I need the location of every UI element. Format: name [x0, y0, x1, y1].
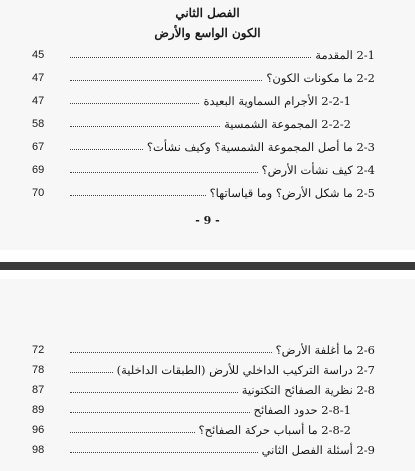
toc-entry-text: أسئلة الفصل الثاني	[261, 443, 353, 457]
toc-entry-title	[315, 48, 375, 62]
toc-entry-number: 2-4	[356, 163, 375, 177]
toc-page-lower	[0, 279, 415, 471]
toc-entry-page: 47	[32, 95, 45, 107]
toc-entry-page: 70	[32, 187, 45, 199]
toc-entry-text: حدود الصفائح	[253, 403, 318, 417]
toc-entry-text: المجموعة الشمسية	[224, 117, 318, 131]
toc-entry-page: 78	[32, 364, 45, 376]
toc-leader-dots	[70, 432, 195, 433]
toc-entry-number: 2-2	[356, 71, 375, 85]
toc-leader-dots	[70, 57, 311, 58]
toc-entry[interactable]	[0, 401, 415, 421]
toc-entry-page: 98	[32, 444, 45, 456]
toc-entry-text: الأجرام السماوية البعيدة	[203, 94, 318, 108]
toc-entry-title	[266, 71, 375, 85]
toc-leader-dots	[70, 372, 113, 373]
toc-entry-number: 2-2-1	[321, 94, 351, 108]
toc-entry-text: نظرية الصفائح التكتونية	[241, 383, 353, 397]
toc-leader-dots	[70, 195, 206, 196]
toc-entry-page: 96	[32, 424, 45, 436]
toc-entry[interactable]	[0, 341, 415, 361]
toc-entry-page: 87	[32, 384, 45, 396]
toc-entry-title	[224, 117, 351, 131]
toc-entry-text: ما شكل الأرض؟ وما قياساتها؟	[209, 186, 353, 200]
toc-entry-number: 2-3	[356, 140, 375, 154]
toc-entry-number: 2-8-1	[321, 403, 351, 417]
toc-entry-title	[242, 383, 375, 397]
toc-entry-title	[147, 140, 375, 154]
toc-entry[interactable]	[0, 69, 415, 89]
toc-leader-dots	[70, 80, 262, 81]
toc-leader-dots	[70, 172, 258, 173]
toc-entry-text: ما أصل المجموعة الشمسية؟ وكيف نشأت؟	[146, 140, 353, 154]
toc-entry-title	[262, 443, 375, 457]
toc-entry-text: كيف نشأت الأرض؟	[261, 163, 353, 177]
toc-entry-page: 58	[32, 118, 45, 130]
toc-entry-number: 2-9	[356, 443, 375, 457]
toc-entry-title	[276, 343, 375, 357]
toc-leader-dots	[70, 412, 250, 413]
toc-entry-page: 47	[32, 72, 45, 84]
toc-entry-number: 2-8-2	[321, 423, 351, 437]
toc-entry[interactable]	[0, 46, 415, 66]
toc-entry[interactable]	[0, 441, 415, 461]
toc-entry-text: ما أسباب حركة الصفائح؟	[198, 423, 318, 437]
toc-leader-dots	[70, 392, 238, 393]
toc-entry-title	[262, 163, 375, 177]
toc-entry-page: 45	[32, 49, 45, 61]
toc-entry-title	[117, 363, 375, 377]
toc-entry[interactable]	[0, 361, 415, 381]
toc-entry[interactable]	[0, 92, 415, 112]
toc-entry-number: 2-8	[356, 383, 375, 397]
toc-entry-number: 2-6	[356, 343, 375, 357]
toc-entry-text: ما أغلفة الأرض؟	[275, 343, 353, 357]
toc-entry[interactable]	[0, 184, 415, 204]
toc-leader-dots	[70, 352, 272, 353]
toc-leader-dots	[70, 452, 258, 453]
toc-leader-dots	[70, 149, 143, 150]
toc-entry-text: المقدمة	[315, 48, 353, 62]
toc-entry[interactable]	[0, 421, 415, 441]
toc-entry-page: 89	[32, 404, 45, 416]
toc-entry-text: ما مكونات الكون؟	[266, 71, 353, 85]
chapter-subtitle: الكون الواسع والأرض	[154, 26, 261, 40]
toc-entry[interactable]	[0, 381, 415, 401]
toc-entry[interactable]	[0, 115, 415, 135]
toc-entry-page: 69	[32, 164, 45, 176]
toc-entry-number: 2-2-2	[321, 117, 351, 131]
toc-entry[interactable]	[0, 138, 415, 158]
toc-entry-title	[199, 423, 351, 437]
page-divider	[0, 262, 415, 270]
toc-entry-page: 72	[32, 344, 45, 356]
toc-entry-title	[203, 94, 351, 108]
toc-entry-page: 67	[32, 141, 45, 153]
toc-leader-dots	[70, 126, 220, 127]
toc-entry-number: 2-7	[356, 363, 375, 377]
toc-entry-title	[254, 403, 351, 417]
toc-entry[interactable]	[0, 161, 415, 181]
toc-entry-number: 2-5	[356, 186, 375, 200]
toc-entry-number: 2-1	[356, 48, 375, 62]
chapter-title: الفصل الثاني	[175, 6, 240, 20]
toc-entry-text: دراسة التركيب الداخلي للأرض (الطبقات الداخلية)	[116, 363, 353, 377]
toc-entry-title	[210, 186, 375, 200]
page-number: - 9 -	[195, 214, 220, 227]
toc-leader-dots	[70, 103, 199, 104]
